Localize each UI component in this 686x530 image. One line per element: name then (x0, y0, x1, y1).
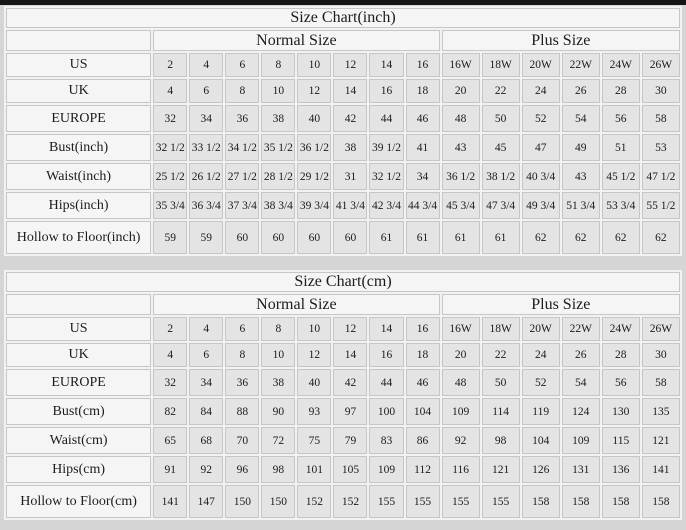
data-cell: 152 (297, 485, 331, 518)
data-cell: 31 (333, 163, 367, 190)
table-row (6, 163, 680, 190)
data-cell: 75 (297, 427, 331, 454)
data-cell: 33 1/2 (189, 134, 223, 161)
data-cell: 150 (261, 485, 295, 518)
data-cell: 50 (482, 369, 520, 396)
data-cell: 44 (369, 105, 403, 132)
data-cell: 43 (562, 163, 600, 190)
row-label: Hollow to Floor(inch) (6, 221, 151, 254)
data-cell: 65 (153, 427, 187, 454)
data-cell: 14 (369, 53, 403, 77)
data-cell: 16 (406, 317, 440, 341)
data-cell: 32 (153, 105, 187, 132)
data-cell: 88 (225, 398, 259, 425)
row-label: US (6, 317, 151, 341)
data-cell: 42 (333, 105, 367, 132)
data-cell: 27 1/2 (225, 163, 259, 190)
table-row (6, 485, 680, 518)
table-row (6, 53, 680, 77)
row-label: EUROPE (6, 369, 151, 396)
data-cell: 26W (642, 53, 680, 77)
data-cell: 90 (261, 398, 295, 425)
data-cell: 18 (406, 79, 440, 103)
data-cell: 30 (642, 343, 680, 367)
data-cell: 141 (153, 485, 187, 518)
data-cell: 155 (442, 485, 480, 518)
data-cell: 109 (369, 456, 403, 483)
data-cell: 10 (297, 53, 331, 77)
data-cell: 60 (333, 221, 367, 254)
data-cell: 53 3/4 (602, 192, 640, 219)
row-label: Waist(inch) (6, 163, 151, 190)
data-cell: 92 (189, 456, 223, 483)
data-cell: 37 3/4 (225, 192, 259, 219)
data-cell: 136 (602, 456, 640, 483)
data-cell: 40 (297, 369, 331, 396)
data-cell: 100 (369, 398, 403, 425)
data-cell: 18W (482, 53, 520, 77)
data-cell: 158 (602, 485, 640, 518)
data-cell: 152 (333, 485, 367, 518)
data-cell: 79 (333, 427, 367, 454)
data-cell: 6 (225, 53, 259, 77)
data-cell: 47 (522, 134, 560, 161)
data-cell: 158 (562, 485, 600, 518)
data-cell: 58 (642, 105, 680, 132)
data-cell: 4 (153, 79, 187, 103)
column-group-header: Plus Size (442, 294, 680, 315)
column-group-header: Normal Size (153, 294, 439, 315)
data-cell: 2 (153, 53, 187, 77)
data-cell: 16W (442, 317, 480, 341)
data-cell: 109 (442, 398, 480, 425)
data-cell: 6 (189, 79, 223, 103)
data-cell: 60 (225, 221, 259, 254)
data-cell: 20 (442, 79, 480, 103)
data-cell: 45 (482, 134, 520, 161)
data-cell: 10 (297, 317, 331, 341)
data-cell: 61 (406, 221, 440, 254)
data-cell: 62 (522, 221, 560, 254)
data-cell: 36 (225, 369, 259, 396)
data-cell: 84 (189, 398, 223, 425)
data-cell: 35 3/4 (153, 192, 187, 219)
data-cell: 16 (369, 343, 403, 367)
data-cell: 8 (261, 53, 295, 77)
data-cell: 6 (225, 317, 259, 341)
data-cell: 82 (153, 398, 187, 425)
data-cell: 36 (225, 105, 259, 132)
data-cell: 119 (522, 398, 560, 425)
data-cell: 16 (369, 79, 403, 103)
row-label: US (6, 53, 151, 77)
row-label: Hips(inch) (6, 192, 151, 219)
data-cell: 29 1/2 (297, 163, 331, 190)
data-cell: 114 (482, 398, 520, 425)
data-cell: 38 3/4 (261, 192, 295, 219)
data-cell: 34 (189, 105, 223, 132)
data-cell: 158 (642, 485, 680, 518)
data-cell: 130 (602, 398, 640, 425)
data-cell: 59 (189, 221, 223, 254)
data-cell: 26W (642, 317, 680, 341)
data-cell: 49 (562, 134, 600, 161)
data-cell: 44 (369, 369, 403, 396)
data-cell: 116 (442, 456, 480, 483)
row-label: Hips(cm) (6, 456, 151, 483)
row-label: Waist(cm) (6, 427, 151, 454)
top-divider-bar (0, 0, 686, 5)
data-cell: 32 1/2 (369, 163, 403, 190)
data-cell: 62 (642, 221, 680, 254)
data-cell: 22W (562, 317, 600, 341)
data-cell: 24W (602, 53, 640, 77)
data-cell: 34 (406, 163, 440, 190)
data-cell: 56 (602, 105, 640, 132)
data-cell: 98 (482, 427, 520, 454)
table-row (6, 221, 680, 254)
table-row (6, 192, 680, 219)
data-cell: 16 (406, 53, 440, 77)
data-cell: 150 (225, 485, 259, 518)
column-group-header: Plus Size (442, 30, 680, 51)
data-cell: 51 (602, 134, 640, 161)
data-cell: 52 (522, 105, 560, 132)
data-cell: 96 (225, 456, 259, 483)
data-cell: 8 (225, 79, 259, 103)
data-cell: 104 (406, 398, 440, 425)
data-cell: 141 (642, 456, 680, 483)
data-cell: 14 (333, 343, 367, 367)
data-cell: 98 (261, 456, 295, 483)
column-group-header: Normal Size (153, 30, 439, 51)
data-cell: 49 3/4 (522, 192, 560, 219)
data-cell: 42 3/4 (369, 192, 403, 219)
data-cell: 97 (333, 398, 367, 425)
chart-title: Size Chart(inch) (6, 8, 680, 28)
data-cell: 43 (442, 134, 480, 161)
data-cell: 24 (522, 79, 560, 103)
row-label: Bust(inch) (6, 134, 151, 161)
data-cell: 93 (297, 398, 331, 425)
data-cell: 92 (442, 427, 480, 454)
data-cell: 36 1/2 (297, 134, 331, 161)
data-cell: 126 (522, 456, 560, 483)
data-cell: 91 (153, 456, 187, 483)
data-cell: 86 (406, 427, 440, 454)
data-cell: 105 (333, 456, 367, 483)
data-cell: 8 (261, 317, 295, 341)
data-cell: 45 3/4 (442, 192, 480, 219)
data-cell: 40 (297, 105, 331, 132)
data-cell: 40 3/4 (522, 163, 560, 190)
data-cell: 12 (297, 343, 331, 367)
data-cell: 109 (562, 427, 600, 454)
data-cell: 2 (153, 317, 187, 341)
data-cell: 4 (189, 53, 223, 77)
data-cell: 53 (642, 134, 680, 161)
data-cell: 46 (406, 105, 440, 132)
data-cell: 25 1/2 (153, 163, 187, 190)
data-cell: 68 (189, 427, 223, 454)
data-cell: 59 (153, 221, 187, 254)
data-cell: 46 (406, 369, 440, 396)
table-row (6, 79, 680, 103)
data-cell: 24 (522, 343, 560, 367)
chart-title: Size Chart(cm) (6, 272, 680, 292)
row-label: EUROPE (6, 105, 151, 132)
size-chart-inch-section (4, 6, 682, 256)
data-cell: 28 (602, 343, 640, 367)
data-cell: 14 (333, 79, 367, 103)
data-cell: 12 (333, 317, 367, 341)
data-cell: 72 (261, 427, 295, 454)
data-cell: 6 (189, 343, 223, 367)
data-cell: 47 3/4 (482, 192, 520, 219)
data-cell: 26 (562, 343, 600, 367)
table-row (6, 398, 680, 425)
data-cell: 55 1/2 (642, 192, 680, 219)
data-cell: 158 (522, 485, 560, 518)
data-cell: 14 (369, 317, 403, 341)
data-cell: 58 (642, 369, 680, 396)
data-cell: 60 (261, 221, 295, 254)
data-cell: 38 (261, 369, 295, 396)
data-cell: 22 (482, 343, 520, 367)
data-cell: 34 (189, 369, 223, 396)
data-cell: 20W (522, 53, 560, 77)
data-cell: 8 (225, 343, 259, 367)
table-row (6, 134, 680, 161)
data-cell: 22 (482, 79, 520, 103)
data-cell: 135 (642, 398, 680, 425)
data-cell: 121 (482, 456, 520, 483)
size-chart-cm (4, 270, 682, 520)
data-cell: 22W (562, 53, 600, 77)
data-cell: 36 3/4 (189, 192, 223, 219)
data-cell: 18 (406, 343, 440, 367)
data-cell: 32 (153, 369, 187, 396)
data-cell: 61 (369, 221, 403, 254)
data-cell: 112 (406, 456, 440, 483)
data-cell: 38 (261, 105, 295, 132)
table-row (6, 105, 680, 132)
data-cell: 32 1/2 (153, 134, 187, 161)
data-cell: 131 (562, 456, 600, 483)
data-cell: 24W (602, 317, 640, 341)
data-cell: 50 (482, 105, 520, 132)
data-cell: 124 (562, 398, 600, 425)
data-cell: 45 1/2 (602, 163, 640, 190)
data-cell: 62 (602, 221, 640, 254)
data-cell: 26 (562, 79, 600, 103)
data-cell: 83 (369, 427, 403, 454)
data-cell: 48 (442, 369, 480, 396)
data-cell: 54 (562, 369, 600, 396)
data-cell: 52 (522, 369, 560, 396)
data-cell: 10 (261, 343, 295, 367)
row-label: Hollow to Floor(cm) (6, 485, 151, 518)
size-chart-cm-section (4, 270, 682, 520)
data-cell: 56 (602, 369, 640, 396)
data-cell: 121 (642, 427, 680, 454)
data-cell: 41 3/4 (333, 192, 367, 219)
data-cell: 12 (297, 79, 331, 103)
data-cell: 51 3/4 (562, 192, 600, 219)
data-cell: 16W (442, 53, 480, 77)
data-cell: 36 1/2 (442, 163, 480, 190)
data-cell: 26 1/2 (189, 163, 223, 190)
data-cell: 115 (602, 427, 640, 454)
data-cell: 47 1/2 (642, 163, 680, 190)
data-cell: 28 (602, 79, 640, 103)
size-chart-inch (4, 6, 682, 256)
data-cell: 155 (406, 485, 440, 518)
table-row (6, 343, 680, 367)
data-cell: 18W (482, 317, 520, 341)
data-cell: 48 (442, 105, 480, 132)
data-cell: 101 (297, 456, 331, 483)
table-row (6, 456, 680, 483)
data-cell: 41 (406, 134, 440, 161)
data-cell: 20 (442, 343, 480, 367)
data-cell: 147 (189, 485, 223, 518)
data-cell: 38 1/2 (482, 163, 520, 190)
data-cell: 62 (562, 221, 600, 254)
table-row (6, 369, 680, 396)
corner-spacer-cell (6, 30, 151, 51)
row-label: Bust(cm) (6, 398, 151, 425)
row-label: UK (6, 343, 151, 367)
row-label: UK (6, 79, 151, 103)
data-cell: 12 (333, 53, 367, 77)
data-cell: 4 (189, 317, 223, 341)
data-cell: 39 1/2 (369, 134, 403, 161)
data-cell: 34 1/2 (225, 134, 259, 161)
data-cell: 4 (153, 343, 187, 367)
data-cell: 104 (522, 427, 560, 454)
data-cell: 70 (225, 427, 259, 454)
data-cell: 30 (642, 79, 680, 103)
data-cell: 155 (482, 485, 520, 518)
data-cell: 39 3/4 (297, 192, 331, 219)
corner-spacer-cell (6, 294, 151, 315)
data-cell: 42 (333, 369, 367, 396)
data-cell: 28 1/2 (261, 163, 295, 190)
data-cell: 38 (333, 134, 367, 161)
table-row (6, 427, 680, 454)
data-cell: 44 3/4 (406, 192, 440, 219)
data-cell: 20W (522, 317, 560, 341)
data-cell: 60 (297, 221, 331, 254)
data-cell: 54 (562, 105, 600, 132)
data-cell: 61 (442, 221, 480, 254)
data-cell: 35 1/2 (261, 134, 295, 161)
data-cell: 61 (482, 221, 520, 254)
data-cell: 155 (369, 485, 403, 518)
table-row (6, 317, 680, 341)
data-cell: 10 (261, 79, 295, 103)
